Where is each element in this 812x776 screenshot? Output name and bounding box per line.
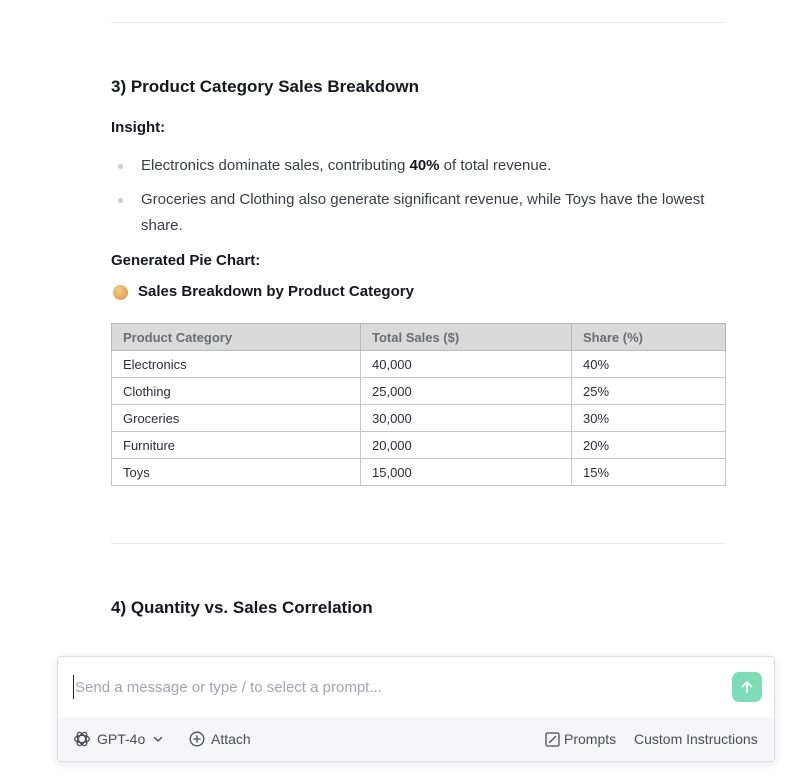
message-input[interactable] xyxy=(73,675,715,699)
custom-instructions-label: Custom Instructions xyxy=(634,731,758,747)
table-header-cell: Total Sales ($) xyxy=(361,324,572,351)
chevron-down-icon xyxy=(153,734,163,744)
prompts-button[interactable] xyxy=(545,717,616,761)
section-3-title: 3) Product Category Sales Breakdown xyxy=(111,77,419,96)
composer-toolbar xyxy=(58,717,774,761)
table-cell: 20% xyxy=(572,432,726,459)
table-row xyxy=(112,432,726,459)
model-selector[interactable] xyxy=(73,717,163,761)
table-cell: 15,000 xyxy=(361,459,572,486)
attach-label: Attach xyxy=(211,731,251,747)
prompts-label: Prompts xyxy=(564,731,617,747)
table-row xyxy=(112,405,726,432)
chat-message-content xyxy=(111,0,726,618)
table-cell: 40,000 xyxy=(361,351,572,378)
openai-logo-icon xyxy=(73,730,91,748)
attach-button[interactable] xyxy=(189,717,251,761)
pie-chart-subheading-text: Sales Breakdown by Product Category xyxy=(138,283,414,300)
table-cell: 30,000 xyxy=(361,405,572,432)
insight-label: Insight: xyxy=(111,119,166,136)
table-cell: 20,000 xyxy=(361,432,572,459)
model-label: GPT-4o xyxy=(97,731,146,747)
custom-instructions-button[interactable] xyxy=(634,717,758,761)
list-item xyxy=(111,187,726,239)
table-cell: 25,000 xyxy=(361,378,572,405)
table-cell: 25% xyxy=(572,378,726,405)
bullet-text-post: of total revenue. xyxy=(439,157,552,174)
table-header-row xyxy=(112,324,726,351)
table-cell: Clothing xyxy=(112,378,361,405)
table-row xyxy=(112,459,726,486)
table-cell: Furniture xyxy=(112,432,361,459)
table-cell: Toys xyxy=(112,459,361,486)
table-row xyxy=(112,351,726,378)
pie-chart-heading: Generated Pie Chart: xyxy=(111,252,261,269)
bullet-highlight: 40% xyxy=(409,157,440,174)
plus-circle-icon xyxy=(189,731,205,747)
table-header-cell: Share (%) xyxy=(572,324,726,351)
list-item xyxy=(111,153,726,179)
bullet-text: Groceries and Clothing also generate significant revenue, while Toys have the lowest share. xyxy=(141,191,705,234)
message-composer xyxy=(57,656,775,762)
divider xyxy=(111,543,726,544)
table-header-cell: Product Category xyxy=(112,324,361,351)
table-cell: Electronics xyxy=(112,351,361,378)
pie-chart-subheading xyxy=(111,283,726,301)
section-4-title: 4) Quantity vs. Sales Correlation xyxy=(111,598,373,617)
table-cell: Groceries xyxy=(112,405,361,432)
table-row xyxy=(112,378,726,405)
arrow-up-icon xyxy=(740,680,754,694)
sales-table xyxy=(111,323,726,486)
bullet-text-pre: Electronics dominate sales, contributing xyxy=(141,157,410,174)
table-cell: 40% xyxy=(572,351,726,378)
table-cell: 30% xyxy=(572,405,726,432)
insight-list xyxy=(111,153,726,239)
edit-square-icon xyxy=(545,732,560,747)
send-button[interactable] xyxy=(732,672,762,702)
table-cell: 15% xyxy=(572,459,726,486)
divider xyxy=(111,22,726,23)
pie-chart-emoji-icon xyxy=(113,285,128,300)
